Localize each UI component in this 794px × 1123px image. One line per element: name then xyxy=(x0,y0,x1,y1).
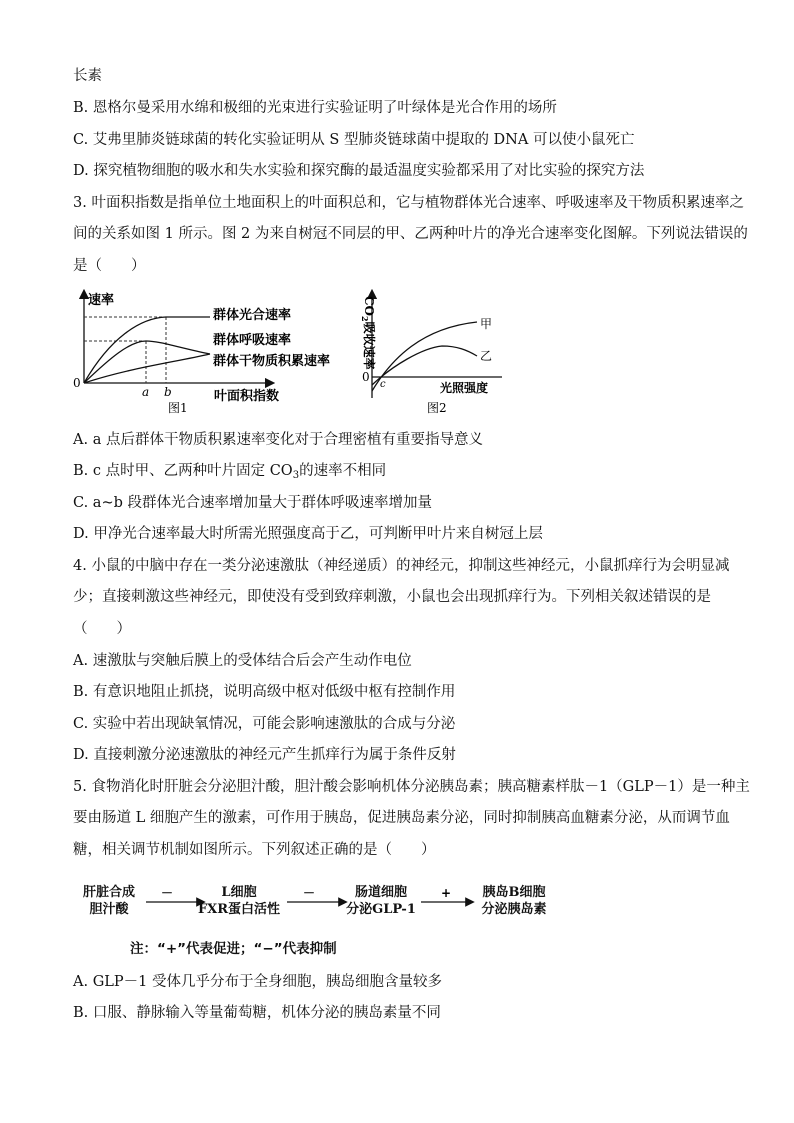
sign-2: － xyxy=(303,886,316,900)
question-5-line1: 5. 食物消化时肝脏会分泌胆汁酸，胆汁酸会影响机体分泌胰岛素；胰高糖素样肽－1（GLP－1）是一种主 xyxy=(73,779,750,795)
fig1-caption: 图1 xyxy=(168,401,188,415)
diagram-arrows xyxy=(73,880,693,930)
question-3-line2: 间的关系如图 1 所示。图 2 为来自树冠不同层的甲、乙两种叶片的净光合速率变化图解。下列说法错误的 xyxy=(73,226,748,242)
question-3-line3: 是（ ） xyxy=(73,258,146,274)
fig1-origin: 0 xyxy=(73,376,81,390)
q3-option-c: C. a~b 段群体光合速率增加量大于群体呼吸速率增加量 xyxy=(73,495,432,511)
fig1-tick-b: b xyxy=(164,385,172,399)
question-4-line3: （ ） xyxy=(73,621,131,637)
question-5-line3: 糖，相关调节机制如图所示。下列叙述正确的是（ ） xyxy=(73,842,436,858)
sign-3: + xyxy=(441,886,452,900)
q4-option-a: A. 速激肽与突触后膜上的受体结合后会产生动作电位 xyxy=(73,653,412,669)
diagram-note: 注：“+”代表促进；“−”代表抑制 xyxy=(130,941,337,957)
q3-option-b: B. c 点时甲、乙两种叶片固定 $CO_3$的速率不相同 xyxy=(73,463,387,481)
q4-option-d: D. 直接刺激分泌速激肽的神经元产生抓痒行为属于条件反射 xyxy=(73,747,456,763)
q3-option-d: D. 甲净光合速率最大时所需光照强度高于乙，可判断甲叶片来自树冠上层 xyxy=(73,526,543,542)
text-line: 长素 xyxy=(73,68,102,84)
node-islet-b-cell: 胰岛B细胞 分泌胰岛素 xyxy=(481,885,547,917)
fig2-ylabel: $CO_2$吸收速率 xyxy=(360,296,376,370)
node-liver: 肝脏合成 胆汁酸 xyxy=(82,885,135,917)
fig1-tick-a: a xyxy=(142,385,150,399)
fig2-tick-c: c xyxy=(380,379,386,390)
fig2-origin: 0 xyxy=(362,370,370,384)
option-d-q2: D. 探究植物细胞的吸水和失水实验和探究酶的最适温度实验都采用了对比实验的探究方法 xyxy=(73,163,645,179)
fig1-label-respiration: 群体呼吸速率 xyxy=(213,333,292,348)
option-c-q2: C. 艾弗里肺炎链球菌的转化实验证明从 S 型肺炎链球菌中提取的 DNA 可以使小鼠死亡 xyxy=(73,132,635,148)
fig2-curve-yi xyxy=(372,346,477,385)
q5-option-b: B. 口服、静脉输入等量葡萄糖，机体分泌的胰岛素量不同 xyxy=(73,1005,441,1021)
option-b-q2: B. 恩格尔曼采用水绵和极细的光束进行实验证明了叶绿体是光合作用的场所 xyxy=(73,100,557,116)
sign-1: － xyxy=(161,886,174,900)
q3-option-a: A. a 点后群体干物质积累速率变化对于合理密植有重要指导意义 xyxy=(73,432,483,448)
fig1-ylabel: 速率 xyxy=(88,293,115,308)
q5-option-a: A. GLP－1 受体几乎分布于全身细胞，胰岛细胞含量较多 xyxy=(73,974,442,990)
node-l-cell: L细胞 FXR蛋白活性 xyxy=(197,885,281,917)
fig1-curve-drymatter xyxy=(84,354,210,383)
question-4-line1: 4. 小鼠的中脑中存在一类分泌速激肽（神经递质）的神经元，抑制这些神经元，小鼠抓痒行为会明显减 xyxy=(73,558,730,574)
question-5-line2: 要由肠道 L 细胞产生的激素，可作用于胰岛，促进胰岛素分泌，同时抑制胰高血糖素分泌，从而调节血 xyxy=(73,810,730,826)
fig1-xlabel: 叶面积指数 xyxy=(214,389,280,404)
q4-option-b: B. 有意识地阻止抓挠，说明高级中枢对低级中枢有控制作用 xyxy=(73,684,456,700)
question-4-line2: 少；直接刺激这些神经元，即使没有受到致痒刺激，小鼠也会出现抓痒行为。下列相关叙述错误的是 xyxy=(73,589,711,605)
fig1-label-photosynthesis: 群体光合速率 xyxy=(213,308,292,323)
figure-2 xyxy=(352,288,512,418)
figure-1 xyxy=(70,288,360,418)
fig2-caption: 图2 xyxy=(427,401,447,415)
fig2-series-jia: 甲 xyxy=(480,317,493,331)
fig1-curve-respiration xyxy=(84,341,210,383)
q4-option-c: C. 实验中若出现缺氧情况，可能会影响速激肽的合成与分泌 xyxy=(73,716,456,732)
fig2-series-yi: 乙 xyxy=(480,349,493,363)
fig2-xlabel: 光照强度 xyxy=(440,381,489,395)
node-intestinal-cell: 肠道细胞 分泌GLP-1 xyxy=(346,885,416,917)
question-3-line1: 3. 叶面积指数是指单位土地面积上的叶面积总和，它与植物群体光合速率、呼吸速率及干物质积累速率之 xyxy=(73,195,744,211)
fig1-label-drymatter: 群体干物质积累速率 xyxy=(213,354,331,369)
